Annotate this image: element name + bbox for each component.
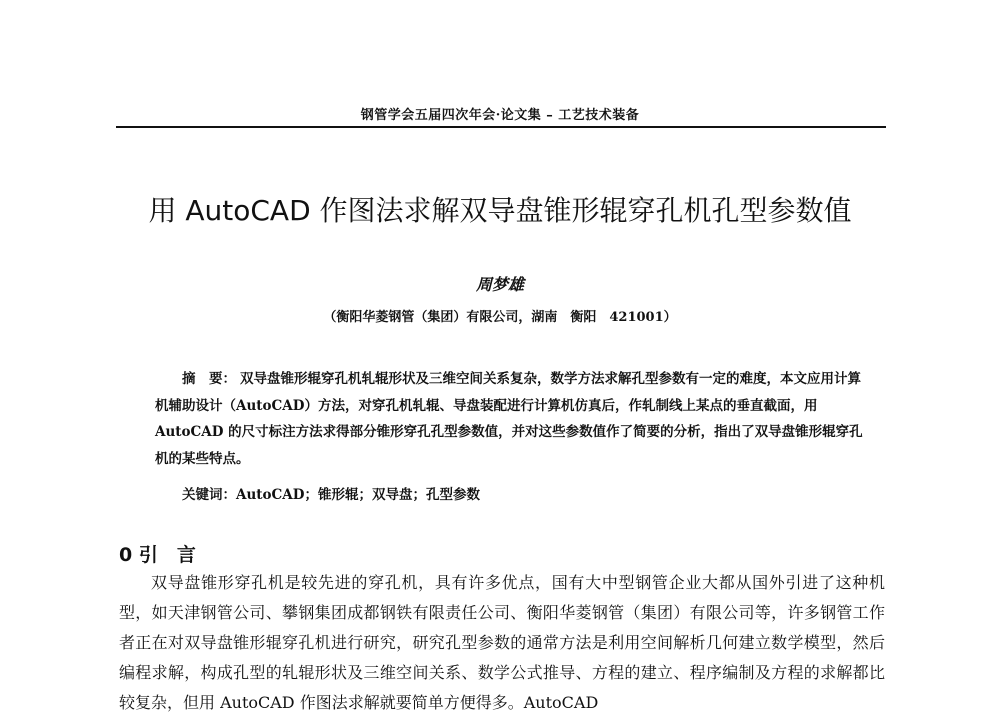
- running-header: 钢管学会五届四次年会·论文集 – 工艺技术装备: [360, 108, 640, 123]
- author-name: 周梦雄: [475, 275, 524, 294]
- abstract-paragraph: [155, 366, 863, 472]
- header-rule: [116, 126, 886, 128]
- abstract-label: 摘 要：: [182, 371, 236, 387]
- body-paragraph: 双导盘锥形穿孔机是较先进的穿孔机，具有许多优点，国有大中型钢管企业大都从国外引进了这种机型，如天津钢管公司、攀钢集团成都钢铁有限责任公司、衡阳华菱钢管（集团）有限公司等，许多钢管工作者正在对双导盘锥形辊穿孔机进行研究，研究孔型参数的通常方法是利用空间解析几何建立数学模型，然后编程求解，构成孔型的轧辊形状及三维空间关系、数学公式推导、方程的建立、程序编制及方程的求解都比较复杂，但用 AutoCAD 作图法求解就要简单方便得多。AutoCAD: [119, 573, 885, 712]
- section-heading: 0 引 言: [119, 544, 196, 566]
- body-text: [119, 568, 885, 718]
- keywords: [182, 483, 480, 503]
- keywords-label: 关键词：: [182, 487, 236, 503]
- keywords-text: AutoCAD；锥形辊；双导盘；孔型参数: [236, 487, 480, 503]
- paper-title: 用 AutoCAD 作图法求解双导盘锥形辊穿孔机孔型参数值: [148, 194, 852, 227]
- abstract-text: 双导盘锥形辊穿孔机轧辊形状及三维空间关系复杂，数学方法求解孔型参数有一定的难度，本文应用计算机辅助设计（AutoCAD）方法，对穿孔机轧辊、导盘装配进行计算机仿真后，作轧制线上某点的垂直截面，用 AutoCAD 的尺寸标注方法求得部分锥形穿孔孔型参数值，并对这些参数值作了简要的分析，指出了双导盘锥形辊穿孔机的某些特点。: [155, 371, 863, 467]
- author-affiliation: （衡阳华菱钢管（集团）有限公司，湖南 衡阳 421001）: [323, 310, 677, 325]
- abstract: [155, 366, 863, 472]
